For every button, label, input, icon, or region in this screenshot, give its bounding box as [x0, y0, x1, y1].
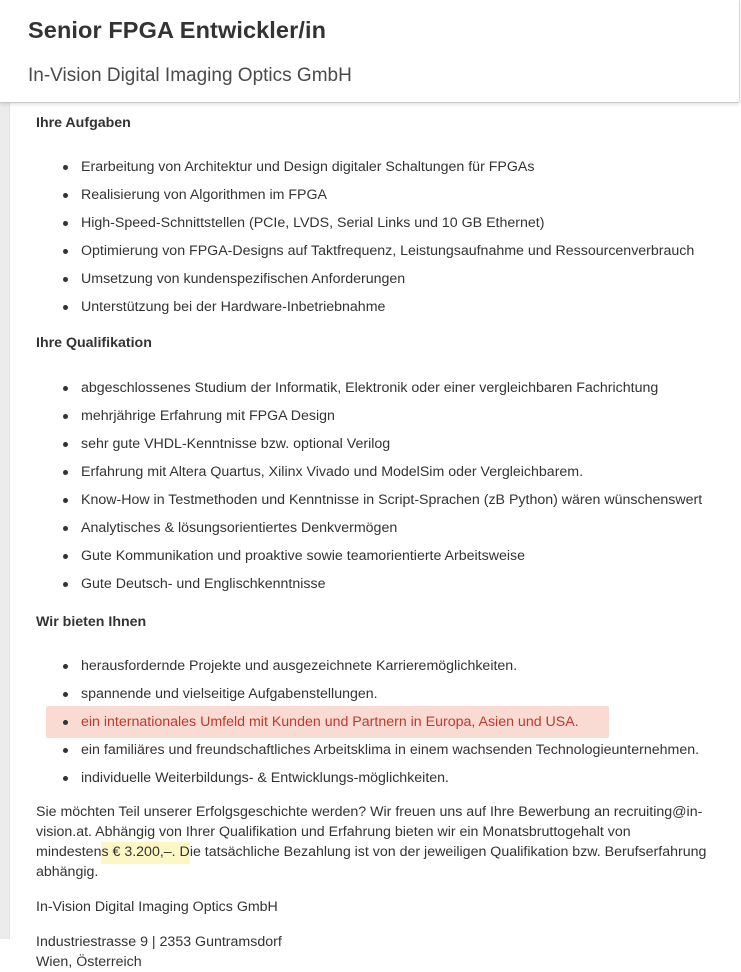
list-item: Gute Deutsch- und Englischkenntnisse — [36, 570, 736, 598]
list-item: abgeschlossenes Studium der Informatik, Elektronik oder einer vergleichbaren Fachrichtung — [36, 374, 736, 402]
closing-line: mindestens € 3.200,–. Die tatsächliche Bezahlung ist von der jeweiligen Qualifikation bzw. Berufserfahrung — [36, 842, 736, 862]
closing-line: Sie möchten Teil unserer Erfolgsgeschichte werden? Wir freuen uns auf Ihre Bewerbung an recruiting@in- — [36, 804, 703, 820]
bullet-icon — [63, 249, 68, 254]
list-item: ein familiäres und freundschaftliches Arbeitsklima in einem wachsenden Technologieunternehmen. — [36, 736, 736, 764]
list-item: Erfahrung mit Altera Quartus, Xilinx Vivado und ModelSim oder Vergleichbarem. — [36, 458, 736, 486]
list-item: Gute Kommunikation und proaktive sowie teamorientierte Arbeitsweise — [36, 542, 736, 570]
list-item: sehr gute VHDL-Kenntnisse bzw. optional Verilog — [36, 430, 736, 458]
bullet-icon — [63, 720, 68, 725]
bullet-icon — [63, 221, 68, 226]
bullet-icon — [63, 498, 68, 503]
list-item: mehrjährige Erfahrung mit FPGA Design — [36, 402, 736, 430]
job-description — [36, 103, 736, 972]
bieten-list — [36, 652, 736, 792]
list-item: Analytisches & lösungsorientiertes Denkvermögen — [36, 514, 736, 542]
bullet-icon — [63, 470, 68, 475]
list-item: Realisierung von Algorithmen im FPGA — [36, 181, 736, 209]
list-item: Umsetzung von kundenspezifischen Anforderungen — [36, 265, 736, 293]
salary-highlight: s € 3.200,–. D — [101, 842, 189, 864]
footer-company: In-Vision Digital Imaging Optics GmbH — [36, 899, 278, 915]
qualifikation-list — [36, 374, 736, 598]
section-heading-qualifikation: Ihre Qualifikation — [36, 335, 152, 351]
list-item: spannende und vielseitige Aufgabenstellungen. — [36, 680, 736, 708]
bullet-icon — [63, 442, 68, 447]
bullet-icon — [63, 664, 68, 669]
bullet-icon — [63, 748, 68, 753]
list-item: Unterstützung bei der Hardware-Inbetriebnahme — [36, 293, 736, 321]
closing-paragraph — [36, 802, 736, 882]
left-border-rail — [0, 0, 10, 939]
bullet-icon — [63, 277, 68, 282]
bullet-icon — [63, 526, 68, 531]
list-item: Erarbeitung von Architektur und Design digitaler Schaltungen für FPGAs — [36, 153, 736, 181]
section-heading-aufgaben: Ihre Aufgaben — [36, 115, 131, 131]
job-header — [0, 0, 740, 103]
closing-line: vision.at. Abhängig von Ihrer Qualifikation und Erfahrung bieten wir ein Monatsbruttogehalt von — [36, 824, 631, 840]
bullet-icon — [63, 692, 68, 697]
bullet-icon — [63, 386, 68, 391]
footer-address: Industriestrasse 9 | 2353 Guntramsdorf — [36, 934, 282, 950]
list-item: Optimierung von FPGA-Designs auf Taktfrequenz, Leistungsaufnahme und Ressourcenverbrauch — [36, 237, 736, 265]
aufgaben-list — [36, 153, 736, 321]
bullet-icon — [63, 414, 68, 419]
highlighted-list-item: ein internationales Umfeld mit Kunden und Partnern in Europa, Asien und USA. — [36, 708, 736, 736]
section-heading-bieten: Wir bieten Ihnen — [36, 614, 147, 630]
list-item: herausfordernde Projekte und ausgezeichnete Karrieremöglichkeiten. — [36, 652, 736, 680]
job-title: Senior FPGA Entwickler/in — [28, 17, 327, 43]
list-item: High-Speed-Schnittstellen (PCIe, LVDS, Serial Links und 10 GB Ethernet) — [36, 209, 736, 237]
bullet-icon — [63, 554, 68, 559]
company-name: In-Vision Digital Imaging Optics GmbH — [28, 65, 352, 86]
bullet-icon — [63, 193, 68, 198]
footer-city: Wien, Österreich — [36, 954, 142, 970]
bullet-icon — [63, 776, 68, 781]
list-item: Know-How in Testmethoden und Kenntnisse in Script-Sprachen (zB Python) wären wünschenswert — [36, 486, 736, 514]
bullet-icon — [63, 165, 68, 170]
bullet-icon — [63, 305, 68, 310]
closing-line: abhängig. — [36, 864, 99, 880]
list-item: individuelle Weiterbildungs- & Entwicklungs-möglichkeiten. — [36, 764, 736, 792]
bullet-icon — [63, 582, 68, 587]
